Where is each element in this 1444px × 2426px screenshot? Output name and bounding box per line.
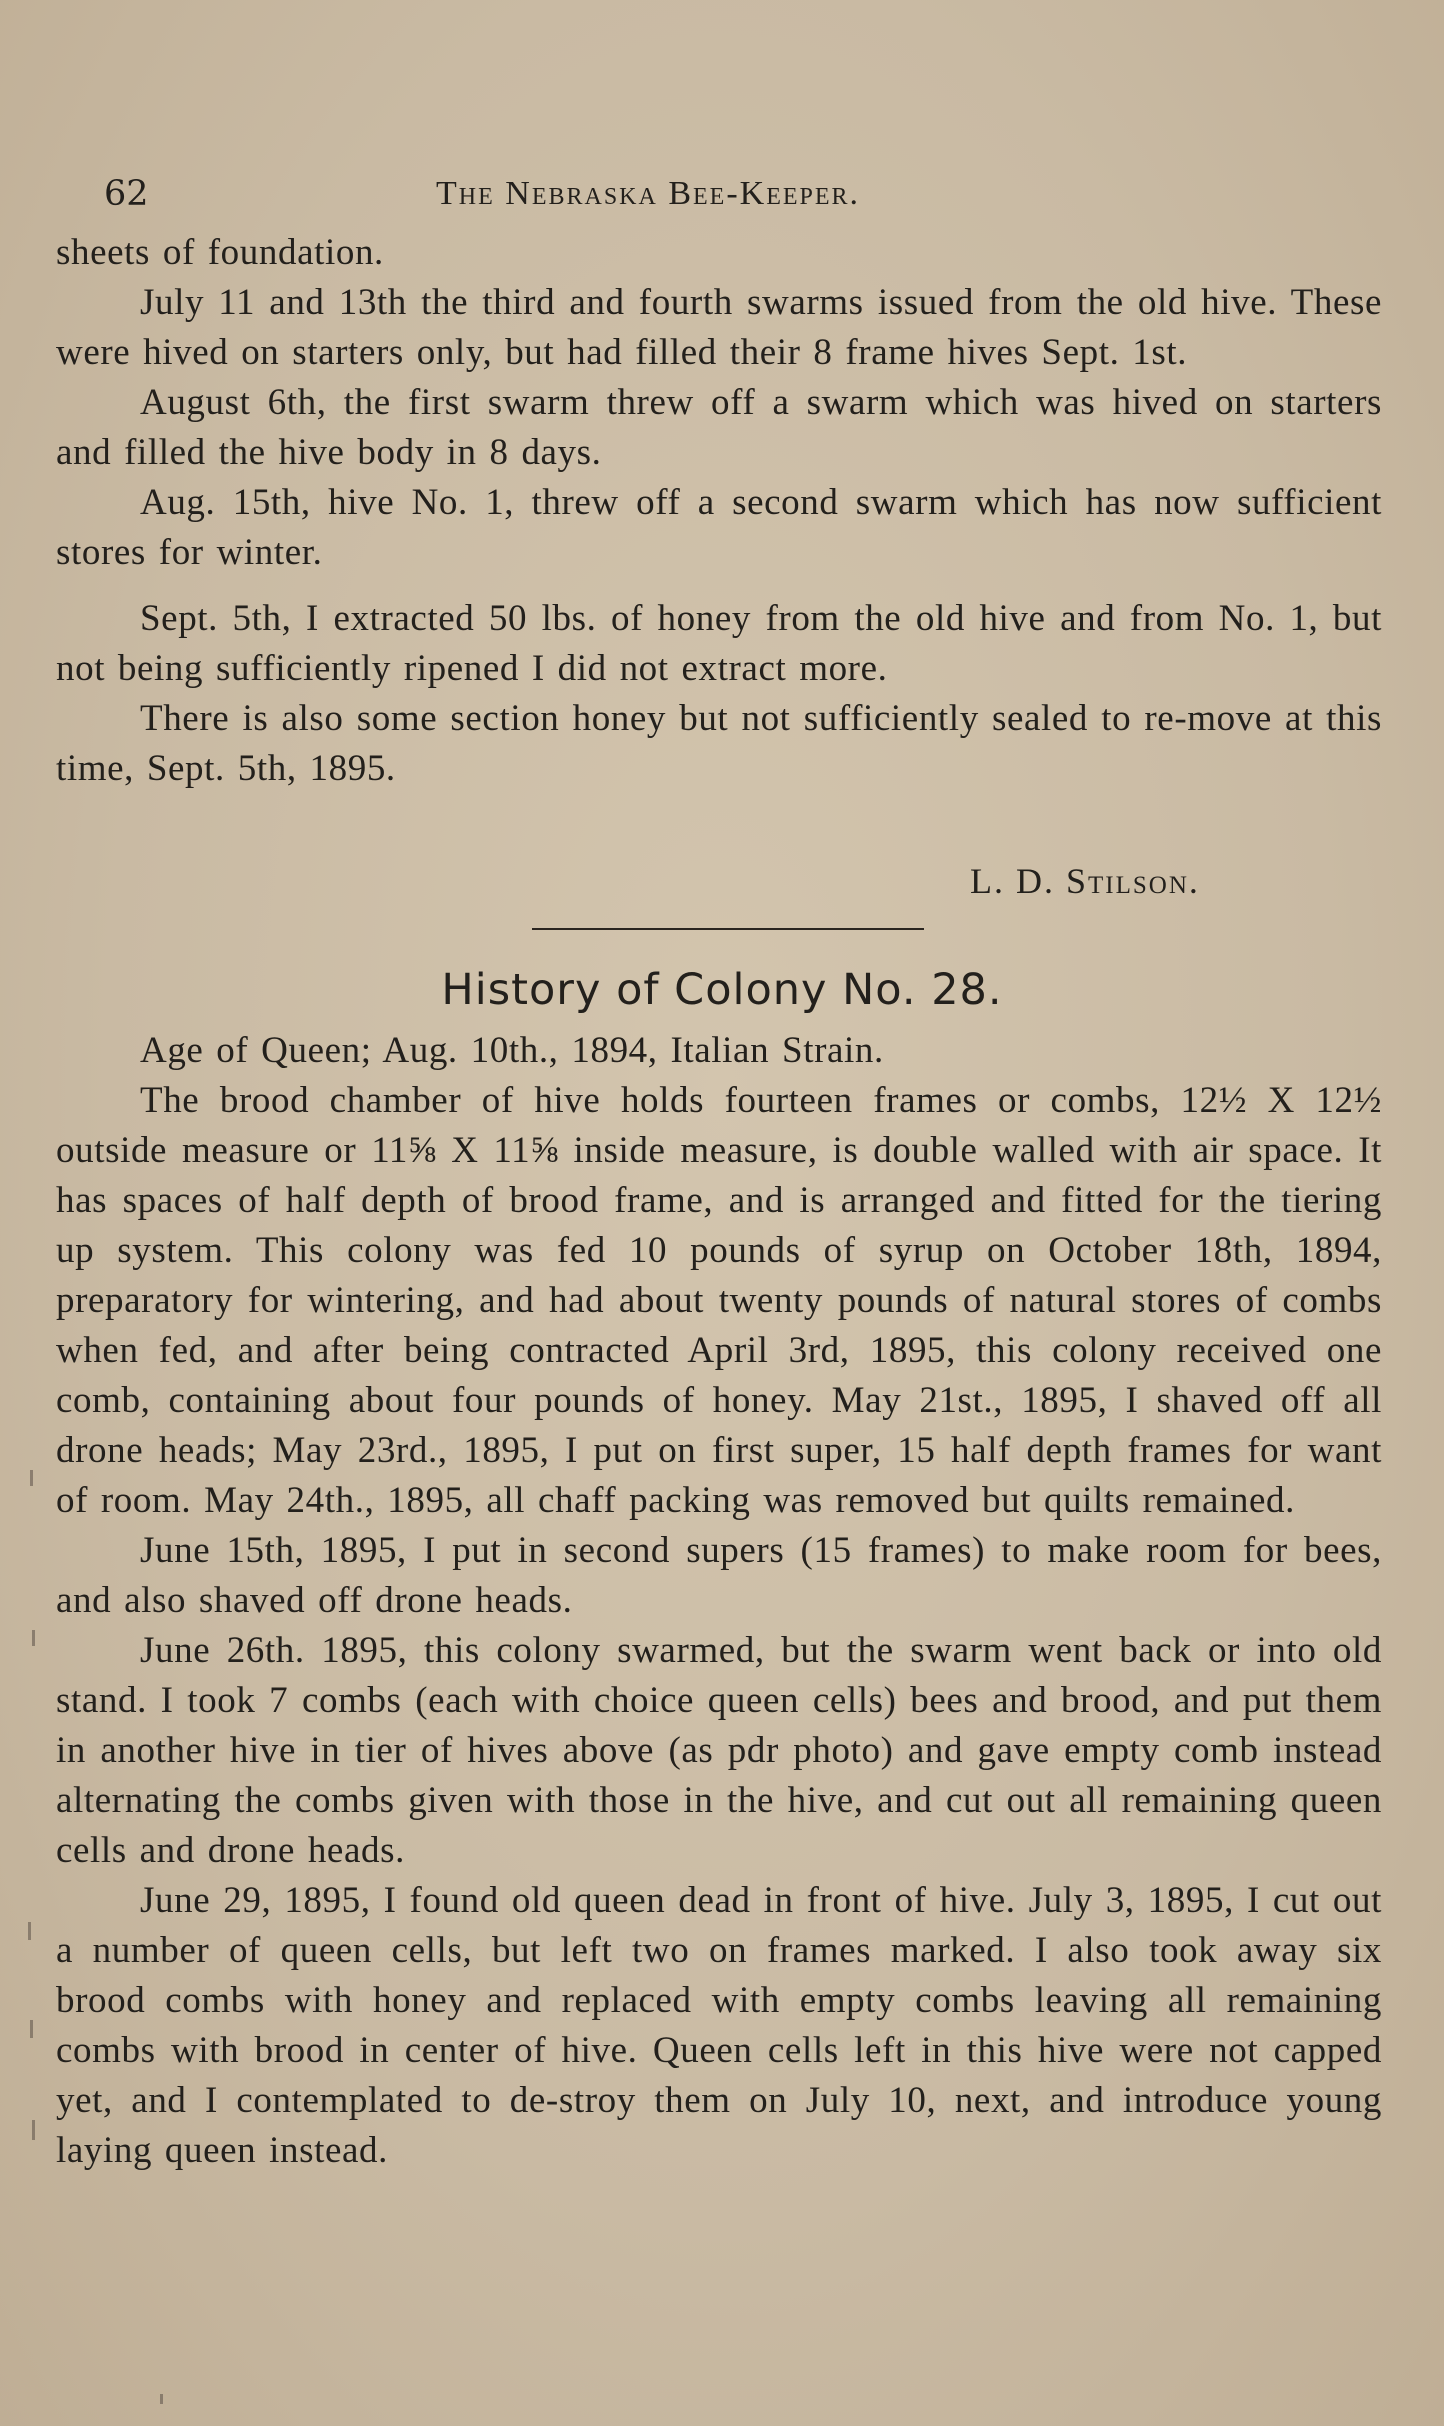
margin-speck — [28, 1922, 31, 1940]
article-body — [56, 1026, 1382, 2176]
letter-paragraph: Aug. 15th, hive No. 1, threw off a second swarm which has now sufficient stores for winter. — [56, 482, 1382, 573]
article-heading: History of Colony No. 28. — [441, 965, 1003, 1015]
signature: L. D. Stilson. — [970, 861, 1200, 901]
letter-paragraph: August 6th, the first swarm threw off a swarm which was hived on starters and filled the hive body in 8 days. — [56, 382, 1382, 473]
letter-body — [56, 228, 1382, 794]
running-title: The Nebraska Bee-Keeper. — [436, 175, 861, 212]
letter-paragraph: Sept. 5th, I extracted 50 lbs. of honey from the old hive and from No. 1, but not being sufficiently ripened I did not extract more. — [56, 598, 1382, 689]
margin-speck — [32, 1630, 35, 1646]
margin-speck — [160, 2394, 163, 2404]
article-paragraph: Age of Queen; Aug. 10th., 1894, Italian Strain. — [140, 1030, 884, 1071]
margin-speck — [30, 1470, 33, 1486]
article-paragraph: June 15th, 1895, I put in second supers (15 frames) to make room for bees, and also shaved off drone heads. — [56, 1530, 1382, 1621]
margin-speck — [32, 2120, 35, 2140]
article-paragraph: June 29, 1895, I found old queen dead in front of hive. July 3, 1895, I cut out a number of queen cells, but left two on frames marked. I also took away six brood combs with honey and replaced with empty combs leaving all remaining combs with brood in center of hive. Queen cells left in this hive were not capped yet, and I contemplated to de-stroy them on July 10, next, and introduce young laying queen instead. — [56, 1880, 1382, 2171]
letter-paragraph: sheets of foundation. — [56, 232, 384, 273]
letter-paragraph: July 11 and 13th the third and fourth swarms issued from the old hive. These were hived on starters only, but had filled their 8 frame hives Sept. 1st. — [56, 282, 1382, 373]
page-number: 62 — [104, 174, 149, 214]
page-header — [104, 166, 1404, 222]
letter-paragraph: There is also some section honey but not sufficiently sealed to re-move at this time, Sept. 5th, 1895. — [56, 698, 1382, 789]
article-paragraph: June 26th. 1895, this colony swarmed, but the swarm went back or into old stand. I took 7 combs (each with choice queen cells) bees and brood, and put them in another hive in tier of hives above (as pdr photo) and gave empty comb instead alternating the combs given with those in the hive, and cut out all remaining queen cells and drone heads. — [56, 1630, 1382, 1871]
section-divider — [532, 928, 924, 930]
margin-speck — [30, 2020, 33, 2038]
article-paragraph: The brood chamber of hive holds fourteen frames or combs, 12½ X 12½ outside measure or 11⅝ X 11⅝ inside measure, is double walled with air space. It has spaces of half depth of brood frame, and is arranged and fitted for the tiering up system. This colony was fed 10 pounds of syrup on October 18th, 1894, preparatory for wintering, and had about twenty pounds of natural stores of combs when fed, and after being contracted April 3rd, 1895, this colony received one comb, containing about four pounds of honey. May 21st., 1895, I shaved off all drone heads; May 23rd., 1895, I put on first super, 15 half depth frames for want of room. May 24th., 1895, all chaff packing was removed but quilts remained. — [56, 1080, 1382, 1521]
